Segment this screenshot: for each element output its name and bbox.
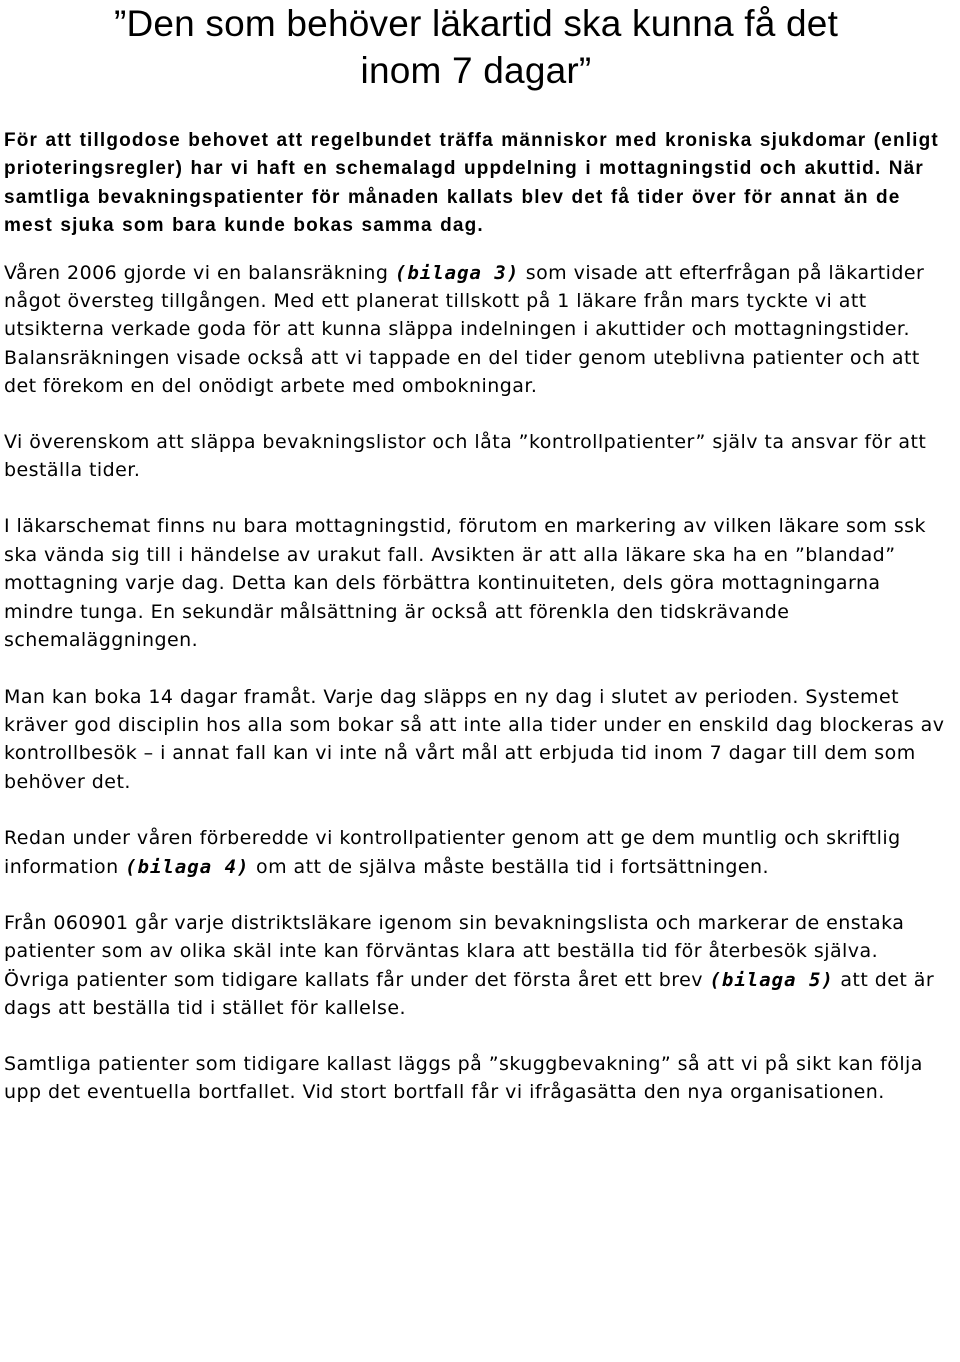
paragraph-balance-sheet xyxy=(4,259,948,401)
paragraph-text: som visade att efterfrågan på läkartider något översteg tillgången. Med ett planerat tillskott på 1 läkare från mars tyckte vi att utsikterna verkade goda för att kunna släppa indelningen i akuttider och mottagningstider. Balansräkningen visade också att vi tappade en del tider genom uteblivna patienter och att det förekom en del onödigt arbete med ombokningar. xyxy=(4,261,925,398)
paragraph-text: Från 060901 går varje distriktsläkare igenom sin bevakningslista och markerar de enstaka patienter som av olika skäl inte kan förväntas klara att beställa tid för återbesök själva. Övriga patienter som tidigare kallats får under det första året ett brev xyxy=(4,911,905,991)
page-title xyxy=(4,0,948,94)
attachment-reference: (bilaga 3) xyxy=(394,261,520,284)
paragraph-text: om att de själva måste beställa tid i fortsättningen. xyxy=(249,855,769,878)
paragraph-release-lists: Vi överenskom att släppa bevakningslistor och låta ”kontrollpatienter” själv ta ansvar för att beställa tider. xyxy=(4,430,927,482)
attachment-reference: (bilaga 4) xyxy=(125,855,250,878)
paragraph-text: Våren 2006 gjorde vi en balansräkning xyxy=(4,261,395,284)
paragraph-booking-window: Man kan boka 14 dagar framåt. Varje dag släpps en ny dag i slutet av perioden. Systemet kräver god disciplin hos alla som bokar så att inte alla tider under en enskild dag blockeras av kontrollbesök – i annat fall kan vi inte nå vårt mål att erbjuda tid inom 7 dagar till dem som behöver det. xyxy=(4,685,945,793)
title-line-2: inom 7 dagar” xyxy=(360,50,592,91)
paragraph-text: att det är dags att beställa tid i stället för kallelse. xyxy=(4,968,935,1020)
title-line-1: ”Den som behöver läkartid ska kunna få det xyxy=(113,3,839,44)
paragraph-doctor-schedule: I läkarschemat finns nu bara mottagningstid, förutom en markering av vilken läkare som ssk ska vända sig till i händelse av urakut fall. Avsikten är att alla läkare ska ha en ”blandad” mottagning varje dag. Detta kan dels förbättra kontinuiteten, dels göra mottagningarna mindre tunga. En sekundär målsättning är också att förenkla den tidskrävande schemaläggningen. xyxy=(4,515,926,652)
paragraph-review-lists xyxy=(4,909,948,1023)
intro-paragraph: För att tillgodose behovet att regelbundet träffa människor med kroniska sjukdomar (enligt prioteringsregler) har vi haft en schemalagd uppdelning i mottagningstid och akuttid. När samtliga bevakningspatienter för månaden kallats blev det få tider över för annat än de mest sjuka som bara kunde bokas samma dag. xyxy=(4,130,939,237)
paragraph-text: Redan under våren förberedde vi kontrollpatienter genom att ge dem muntlig och skriftlig information xyxy=(4,827,901,878)
paragraph-patient-information xyxy=(4,824,948,881)
paragraph-shadow-monitoring: Samtliga patienter som tidigare kallast läggs på ”skuggbevakning” så att vi på sikt kan följa upp det eventuella bortfallet. Vid stort bortfall får vi ifrågasätta den nya organisationen. xyxy=(4,1052,923,1103)
attachment-reference: (bilaga 5) xyxy=(709,968,834,991)
